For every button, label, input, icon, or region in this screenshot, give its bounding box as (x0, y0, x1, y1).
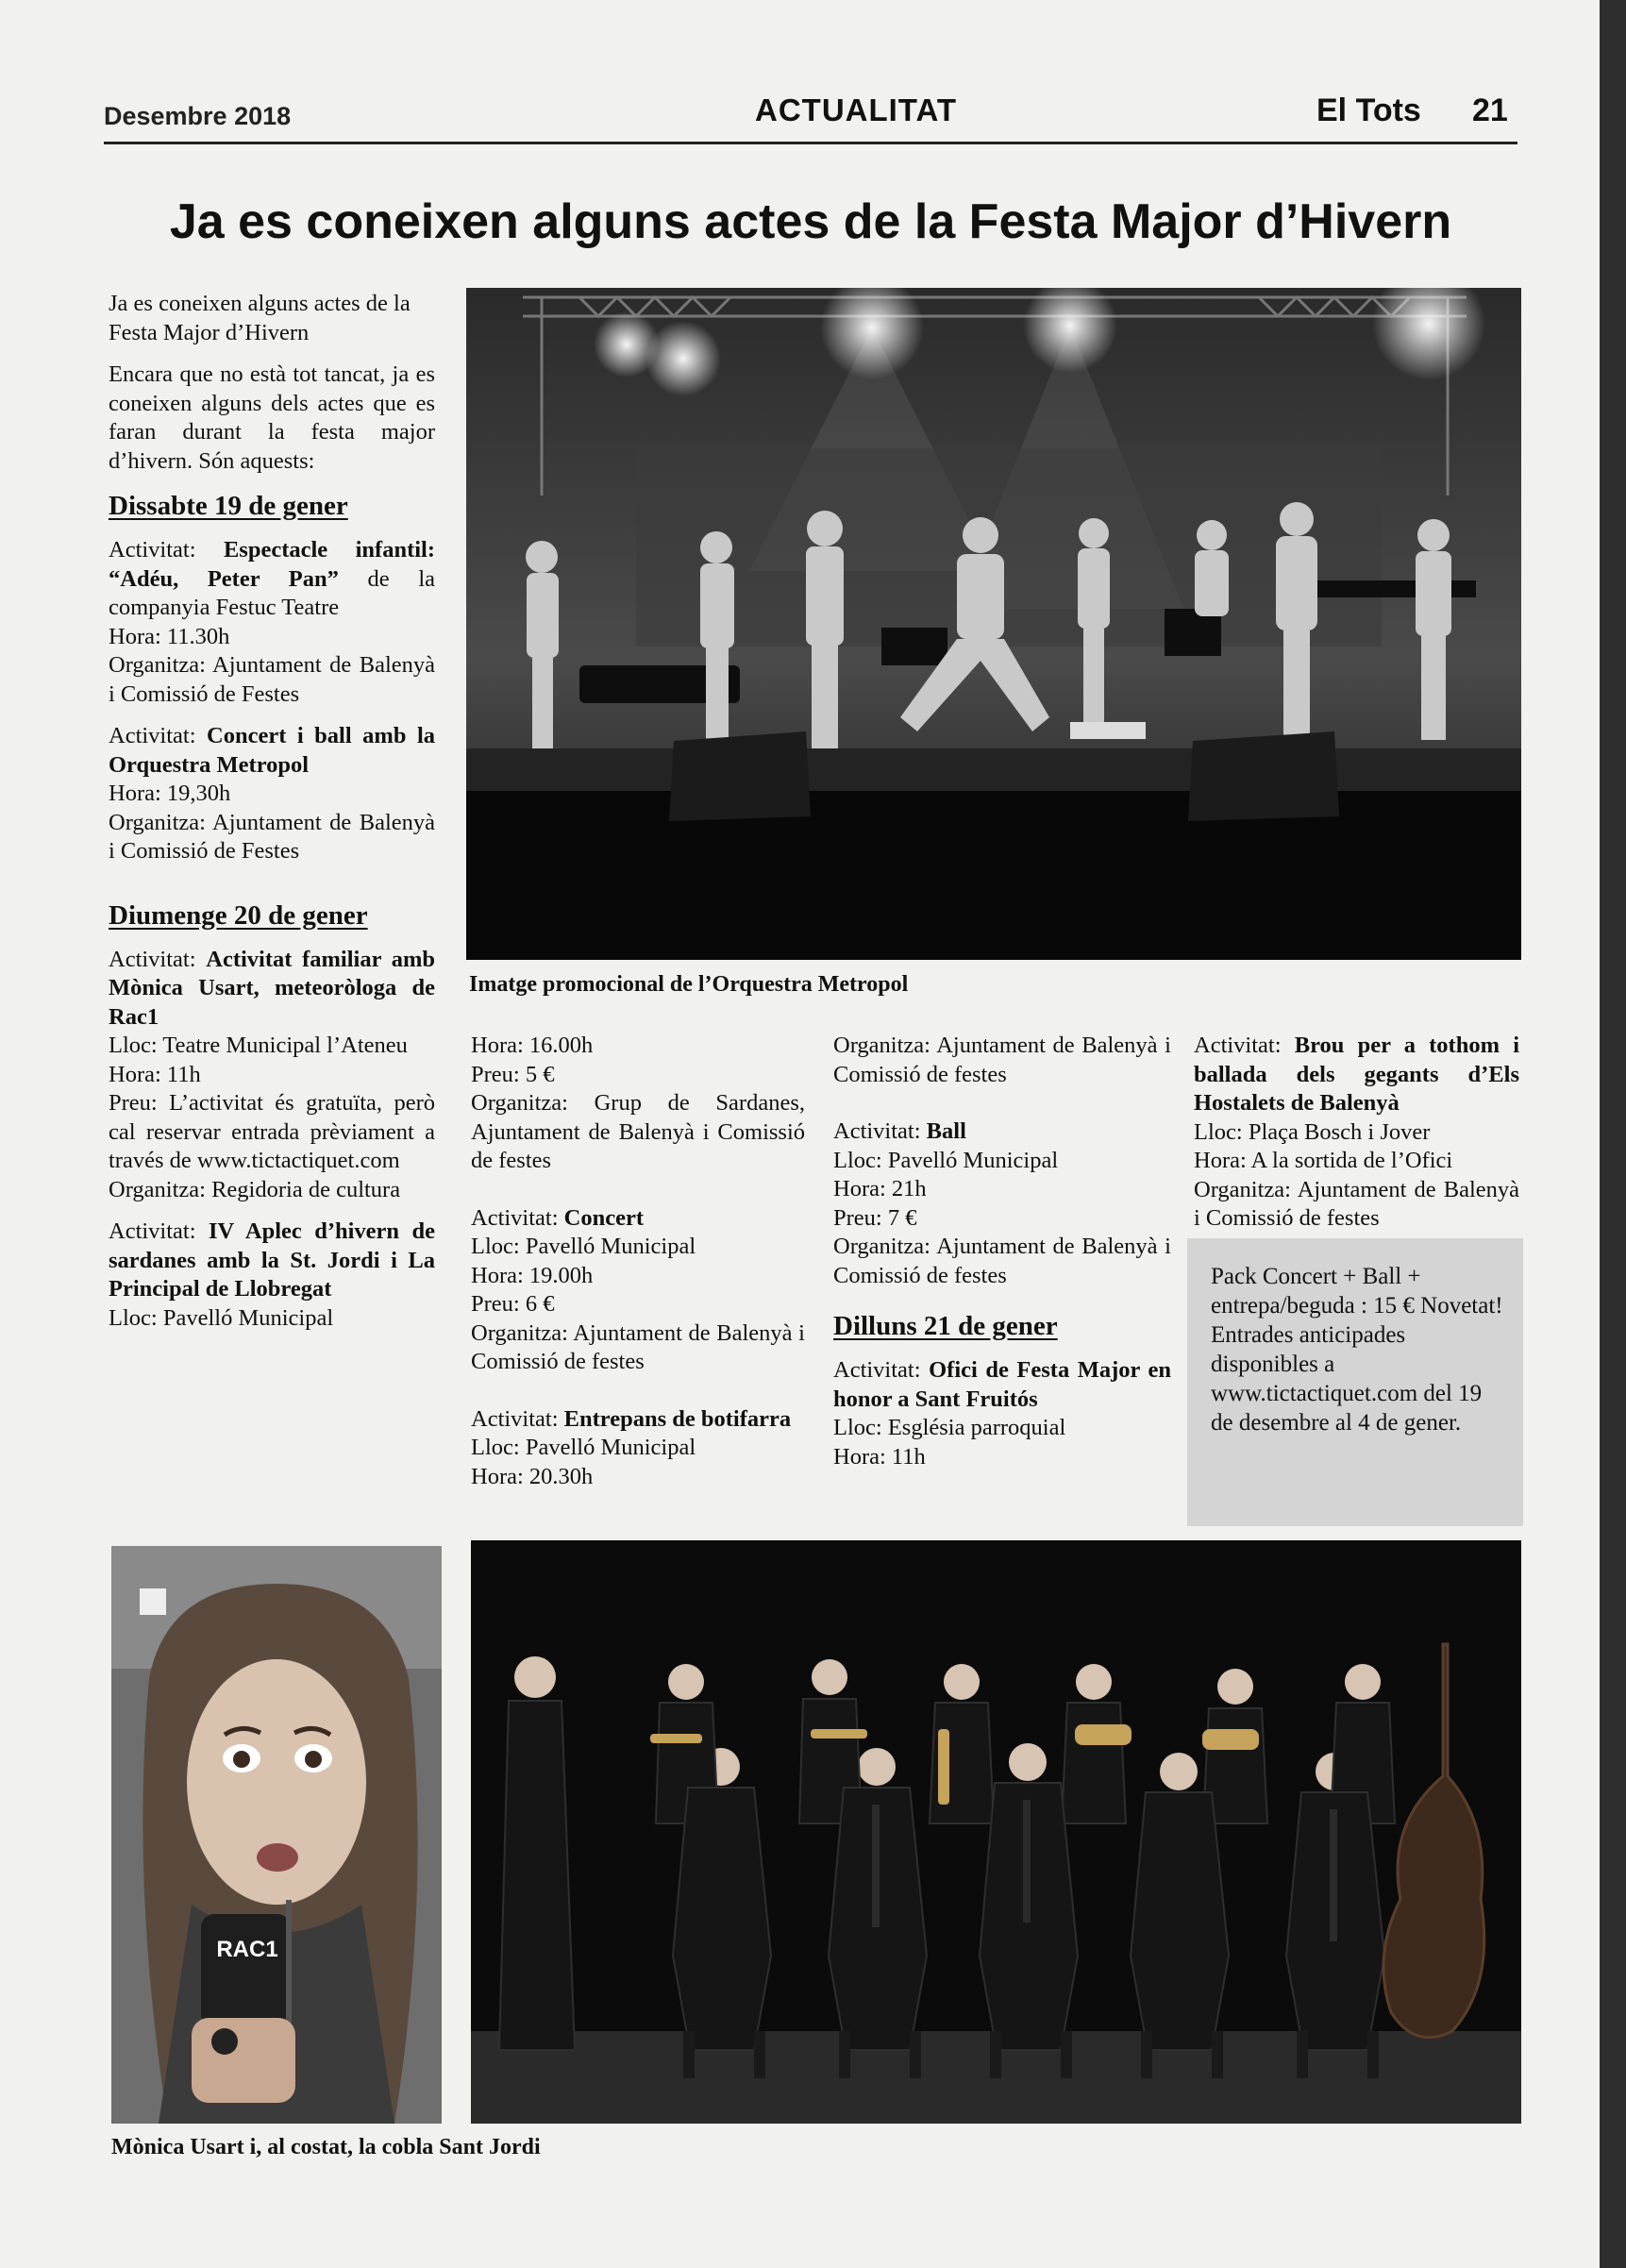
event-title: IV Aplec d’hivern de sardanes amb la St. Jordi i La Principal de Llobregat (109, 1218, 435, 1302)
event-organizer: Organitza: Ajuntament de Balenyà i Comissió de Festes (109, 652, 435, 707)
event-label: Activitat: (109, 1218, 196, 1244)
article-column-1 (109, 290, 435, 1333)
article-column-3 (833, 1032, 1171, 1471)
event-time: Hora: 11h (833, 1443, 926, 1470)
event-label: Activitat: (109, 946, 196, 972)
publication-name: El Tots (1316, 92, 1421, 128)
event-place: Lloc: Pavelló Municipal (471, 1234, 696, 1259)
event-time: Hora: 19,30h (109, 781, 231, 806)
intro-subtitle: Ja es coneixen alguns actes de la Festa Major d’Hivern (109, 291, 411, 345)
ticket-info-box (1187, 1238, 1523, 1526)
event-time: Hora: 21h (833, 1176, 927, 1201)
event-activitat-familiar (109, 946, 435, 1205)
event-time: Hora: A la sortida de l’Ofici (1194, 1148, 1453, 1173)
day-heading-sunday: Diumenge 20 de gener (109, 899, 368, 931)
intro-paragraph: Encara que no està tot tancat, ja es coneixen alguns dels actes que es faran durant la festa major d’hivern. Són aquests: (109, 361, 435, 474)
event-concert-metropol (109, 722, 435, 866)
event-title: Ball (926, 1118, 966, 1144)
article-column-4 (1194, 1032, 1519, 1234)
event-title: Concert (563, 1204, 645, 1231)
event-price: Preu: 6 € (471, 1291, 555, 1317)
orquestra-metropol-photo (466, 288, 1521, 960)
event-price: Preu: 5 € (471, 1061, 555, 1087)
event-title: Entrepans de botifarra (563, 1405, 792, 1432)
day-heading-monday: Dilluns 21 de gener (833, 1311, 1058, 1341)
monica-usart-photo (111, 1546, 442, 2124)
event-place: Lloc: Pavelló Municipal (109, 1304, 334, 1331)
event-time: Hora: 19.00h (471, 1262, 594, 1288)
event-espectacle-infantil (109, 536, 435, 709)
page-header (104, 91, 1517, 144)
event-ball (833, 1117, 1171, 1290)
section-name: ACTUALITAT (755, 92, 958, 127)
issue-date: Desembre 2018 (104, 102, 292, 130)
mic-flag-label: RAC1 (216, 1937, 278, 1962)
cobla-illustration (471, 1540, 1521, 2124)
event-price: Preu: 7 € (833, 1204, 917, 1231)
event-organizer: Organitza: Regidoria de cultura (109, 1176, 401, 1202)
event-label: Activitat: (471, 1405, 559, 1432)
event-title: Activitat familiar amb Mònica Usart, meteoròloga de Rac1 (109, 946, 435, 1030)
article-column-2 (471, 1032, 805, 1491)
event-title: Espectacle infantil: “Adéu, Peter Pan” (109, 537, 435, 592)
event-time: Hora: 20.30h (471, 1463, 594, 1489)
event-organizer: Organitza: Ajuntament de Balenyà i Comissió de festes (833, 1033, 1171, 1087)
page-number: 21 (1472, 92, 1508, 128)
day-heading-saturday: Dissabte 19 de gener (109, 491, 348, 521)
event-entrepans (471, 1405, 805, 1492)
event-label: Activitat: (109, 537, 196, 563)
event-time: Hora: 16.00h (471, 1033, 594, 1058)
stage-illustration (466, 288, 1521, 960)
event-time: Hora: 11.30h (109, 623, 230, 649)
event-label: Activitat: (1194, 1033, 1282, 1058)
event-place: Lloc: Pavelló Municipal (833, 1147, 1059, 1173)
event-place: Lloc: Plaça Bosch i Jover (1194, 1118, 1431, 1145)
event-place: Lloc: Teatre Municipal l’Ateneu (109, 1033, 408, 1058)
event-title: Concert i ball amb la Orquestra Metropol (109, 723, 435, 778)
event-label: Activitat: (109, 723, 196, 748)
page-edge-shadow (1600, 0, 1626, 2268)
event-label: Activitat: (833, 1357, 921, 1383)
event-organizer: Organitza: Ajuntament de Balenyà i Comissió de festes (833, 1234, 1171, 1288)
event-organizer: Organitza: Ajuntament de Balenyà i Comissió de Festes (109, 809, 435, 864)
event-detail: de la companyia Festuc Teatre (109, 565, 436, 620)
event-place: Lloc: Pavelló Municipal (471, 1435, 696, 1460)
event-place: Lloc: Església parroquial (833, 1415, 1066, 1440)
event-label: Activitat: (833, 1118, 921, 1144)
article-headline: Ja es coneixen alguns actes de la Festa Major d’Hivern (169, 194, 1452, 249)
event-aplec-sardanes (109, 1218, 435, 1333)
event-time: Hora: 11h (109, 1061, 201, 1087)
bottom-photos-caption: Mònica Usart i, al costat, la cobla Sant Jordi (111, 2135, 541, 2159)
event-label: Activitat: (471, 1204, 559, 1231)
event-title: Brou per a tothom i ballada dels gegants d’Els Hostalets de Balenyà (1194, 1033, 1520, 1116)
cobla-sant-jordi-photo (471, 1540, 1521, 2124)
event-price: Preu: L’activitat és gratuïta, però cal reservar entrada prèviament a través de www.tictactiquet.com (109, 1090, 435, 1173)
event-ofici (833, 1356, 1171, 1471)
ticket-info-text: Pack Concert + Ball + entrepa/beguda : 15 € Novetat! Entrades anticipades disponibles a www.tictactiquet.com del 19 de desembre al 4 de gener. (1211, 1264, 1503, 1436)
event-title: Ofici de Festa Major en honor a Sant Fruitós (833, 1357, 1172, 1412)
event-organizer: Organitza: Grup de Sardanes, Ajuntament de Balenyà i Comissió de festes (471, 1090, 805, 1173)
event-organizer: Organitza: Ajuntament de Balenyà i Comissió de festes (1194, 1176, 1519, 1231)
event-concert (471, 1204, 805, 1377)
stage-photo-caption: Imatge promocional de l’Orquestra Metropol (469, 972, 909, 997)
reporter-illustration (111, 1546, 442, 2124)
event-organizer: Organitza: Ajuntament de Balenyà i Comissió de festes (471, 1319, 805, 1374)
